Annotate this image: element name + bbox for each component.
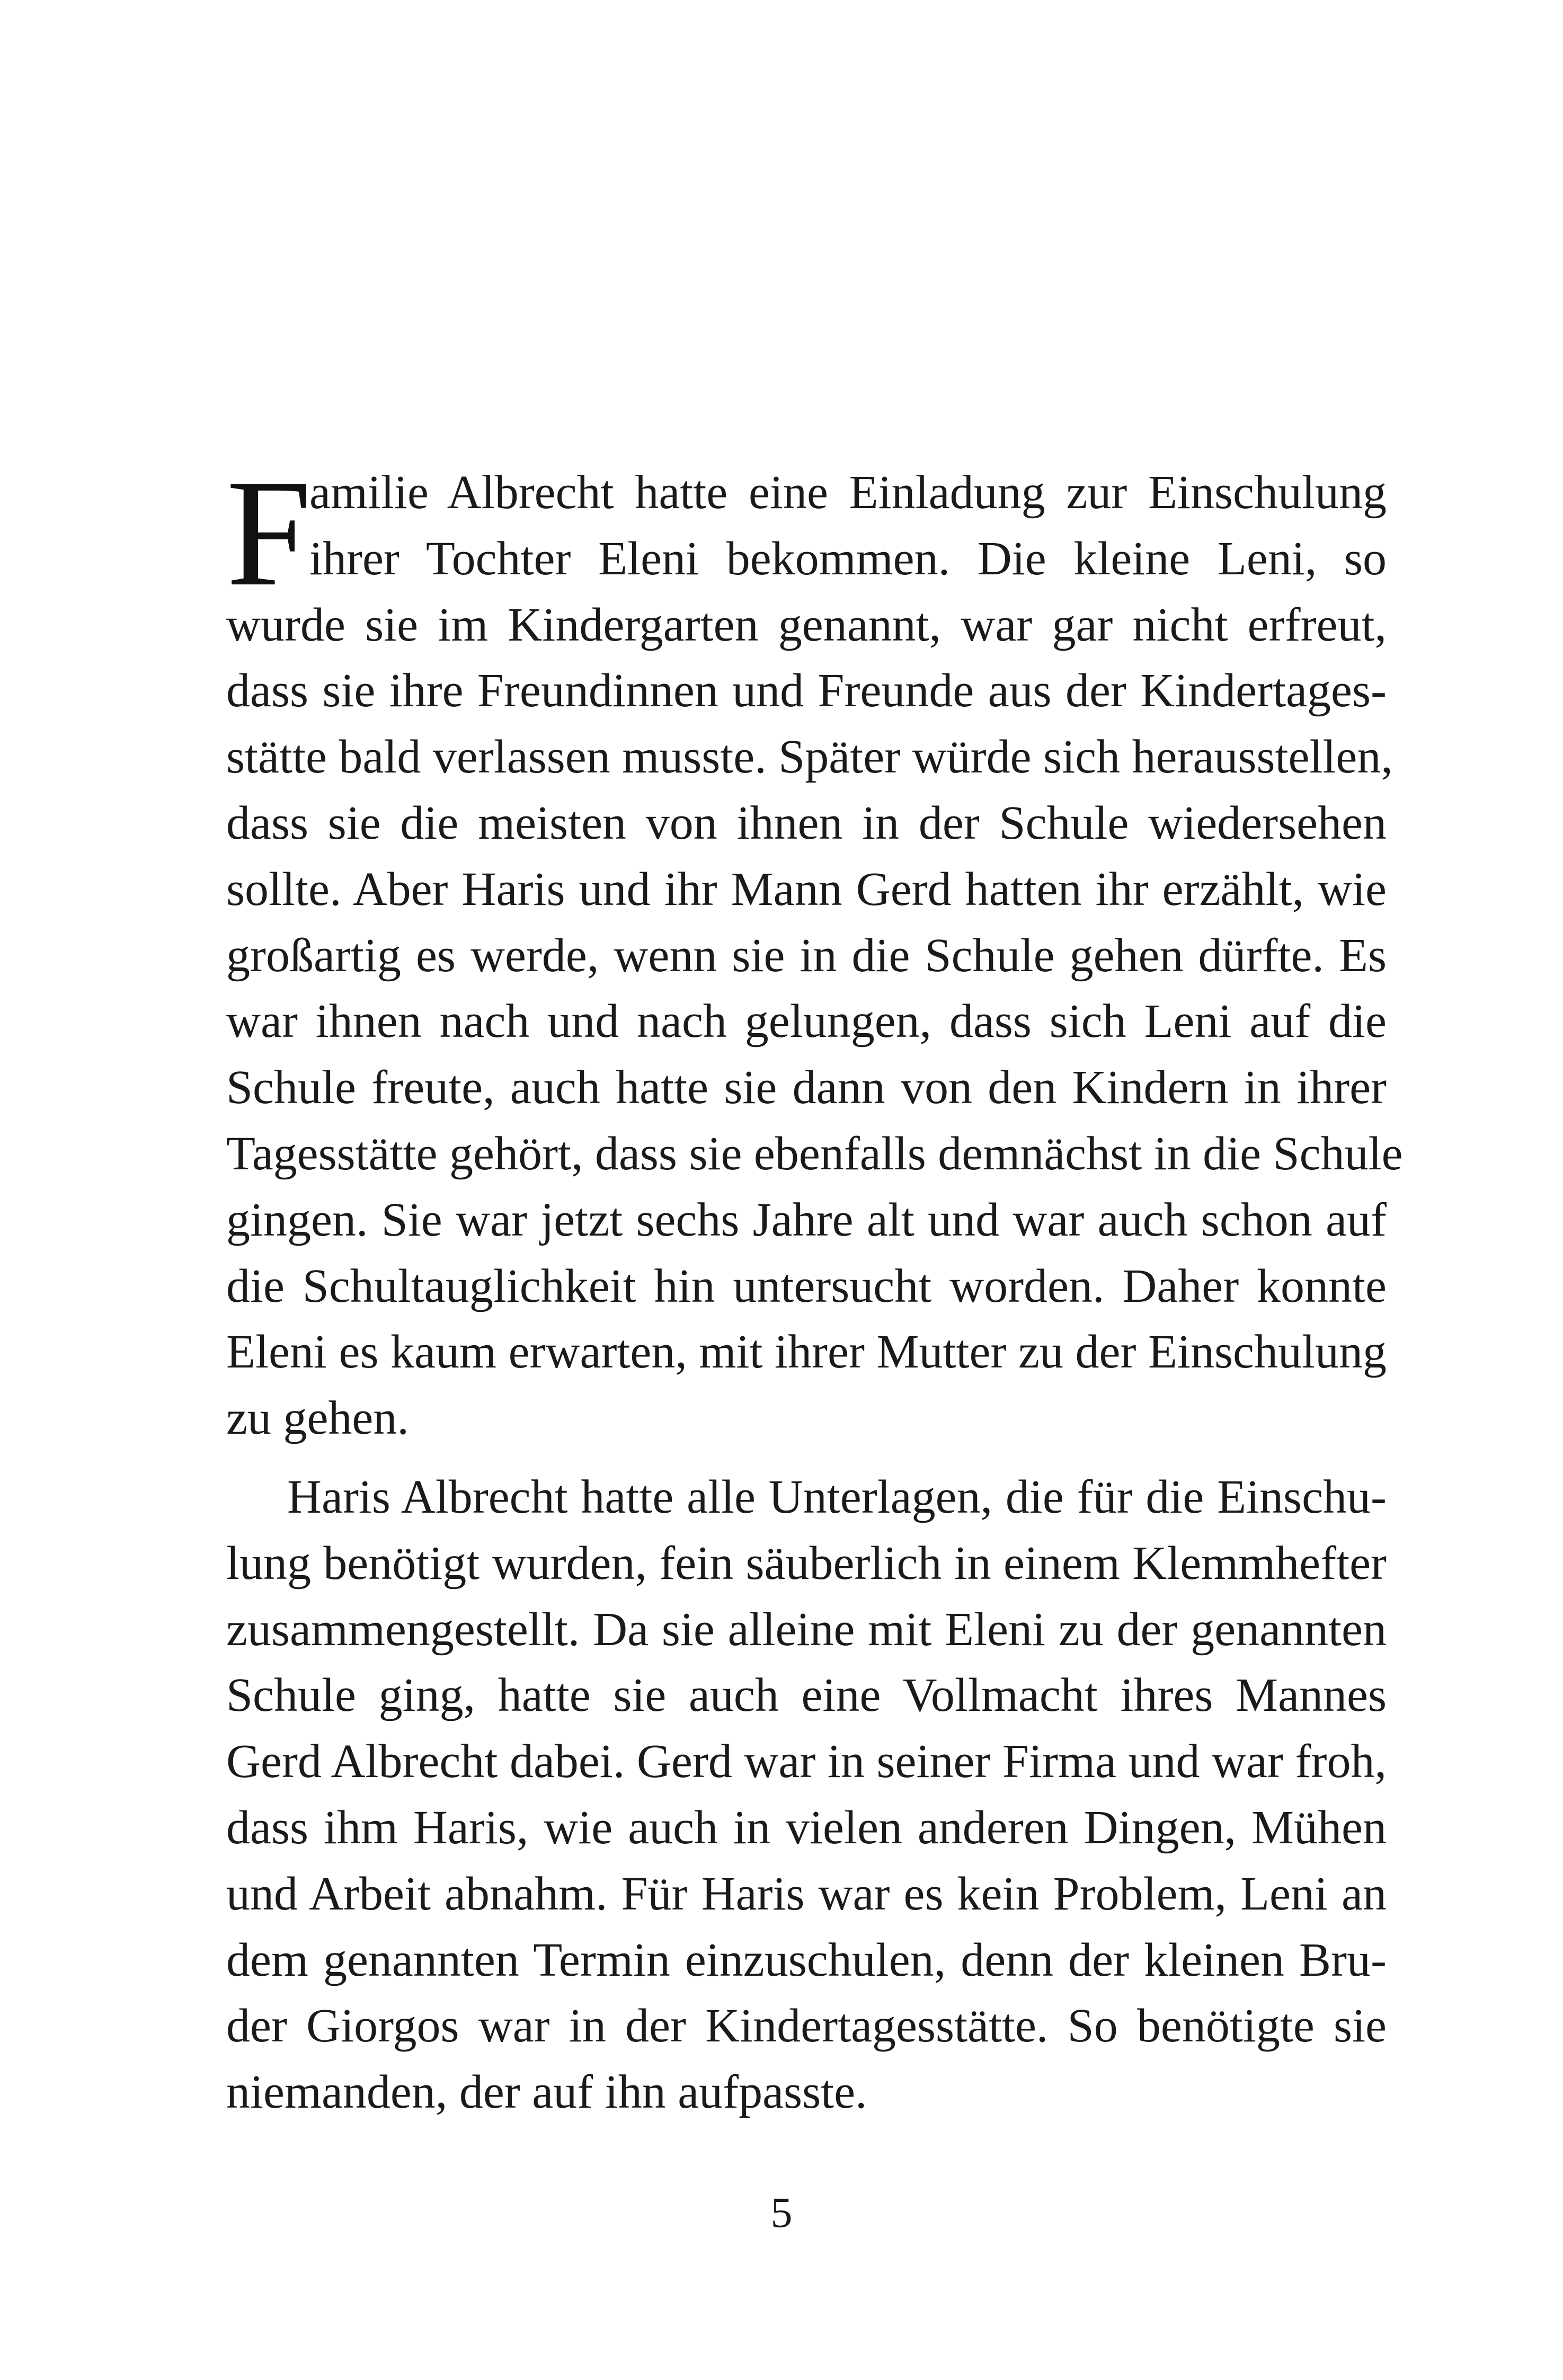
text-line: der Giorgos war in der Kindertagesstätte. So benötigte sie — [226, 2000, 1387, 2053]
text-line: Schule ging, hatte sie auch eine Vollmacht ihres Mannes — [226, 1669, 1387, 1722]
text-line: wurde sie im Kindergarten genannt, war gar nicht erfreut, — [226, 598, 1387, 651]
text-line: dass ihm Haris, wie auch in vielen anderen Dingen, Mühen — [226, 1801, 1387, 1854]
text-line: großartig es werde, wenn sie in die Schule gehen dürfte. Es — [226, 929, 1387, 982]
text-line: dass sie ihre Freundinnen und Freunde aus der Kindertages- — [226, 664, 1387, 717]
text-line: niemanden, der auf ihn aufpasste. — [226, 2066, 867, 2119]
body-text — [226, 448, 1403, 2126]
text-line: dass sie die meisten von ihnen in der Schule wiedersehen — [226, 796, 1387, 849]
paragraph-gap — [226, 1452, 1387, 1464]
text-line: sollte. Aber Haris und ihr Mann Gerd hatten ihr erzählt, wie — [226, 863, 1387, 916]
page-number: 5 — [770, 2188, 793, 2236]
text-line: Eleni es kaum erwarten, mit ihrer Mutter zu der Einschulung — [226, 1326, 1387, 1379]
text-line: Gerd Albrecht dabei. Gerd war in seiner Firma und war froh, — [226, 1735, 1387, 1788]
text-line: und Arbeit abnahm. Für Haris war es kein Problem, Leni an — [226, 1867, 1387, 1920]
text-line: amilie Albrecht hatte eine Einladung zur Einschulung — [309, 466, 1387, 519]
paragraph-2 — [226, 1464, 1387, 2126]
text-line: Tagesstätte gehört, dass sie ebenfalls demnächst in die Schule — [226, 1127, 1403, 1180]
text-line: war ihnen nach und nach gelungen, dass sich Leni auf die — [226, 995, 1387, 1048]
text-line: zu gehen. — [226, 1392, 409, 1445]
text-line: stätte bald verlassen musste. Später würde sich herausstellen, — [226, 731, 1393, 784]
text-line: ihrer Tochter Eleni bekommen. Die kleine Leni, so — [309, 532, 1387, 585]
text-line: dem genannten Termin einzuschulen, denn der kleinen Bru- — [226, 1933, 1387, 1986]
text-line: Haris Albrecht hatte alle Unterlagen, die für die Einschu- — [287, 1470, 1387, 1523]
paragraph-1 — [226, 448, 1403, 1452]
text-line: die Schultauglichkeit hin untersucht worden. Daher konnte — [226, 1259, 1387, 1312]
text-line: zusammengestellt. Da sie alleine mit Eleni zu der genannten — [226, 1603, 1387, 1656]
text-line: lung benötigt wurden, fein säuberlich in einem Klemmhefter — [226, 1537, 1387, 1589]
drop-cap: F — [226, 448, 312, 618]
text-line: Schule freute, auch hatte sie dann von den Kindern in ihrer — [226, 1061, 1387, 1114]
text-line: gingen. Sie war jetzt sechs Jahre alt und war auch schon auf — [226, 1193, 1387, 1246]
